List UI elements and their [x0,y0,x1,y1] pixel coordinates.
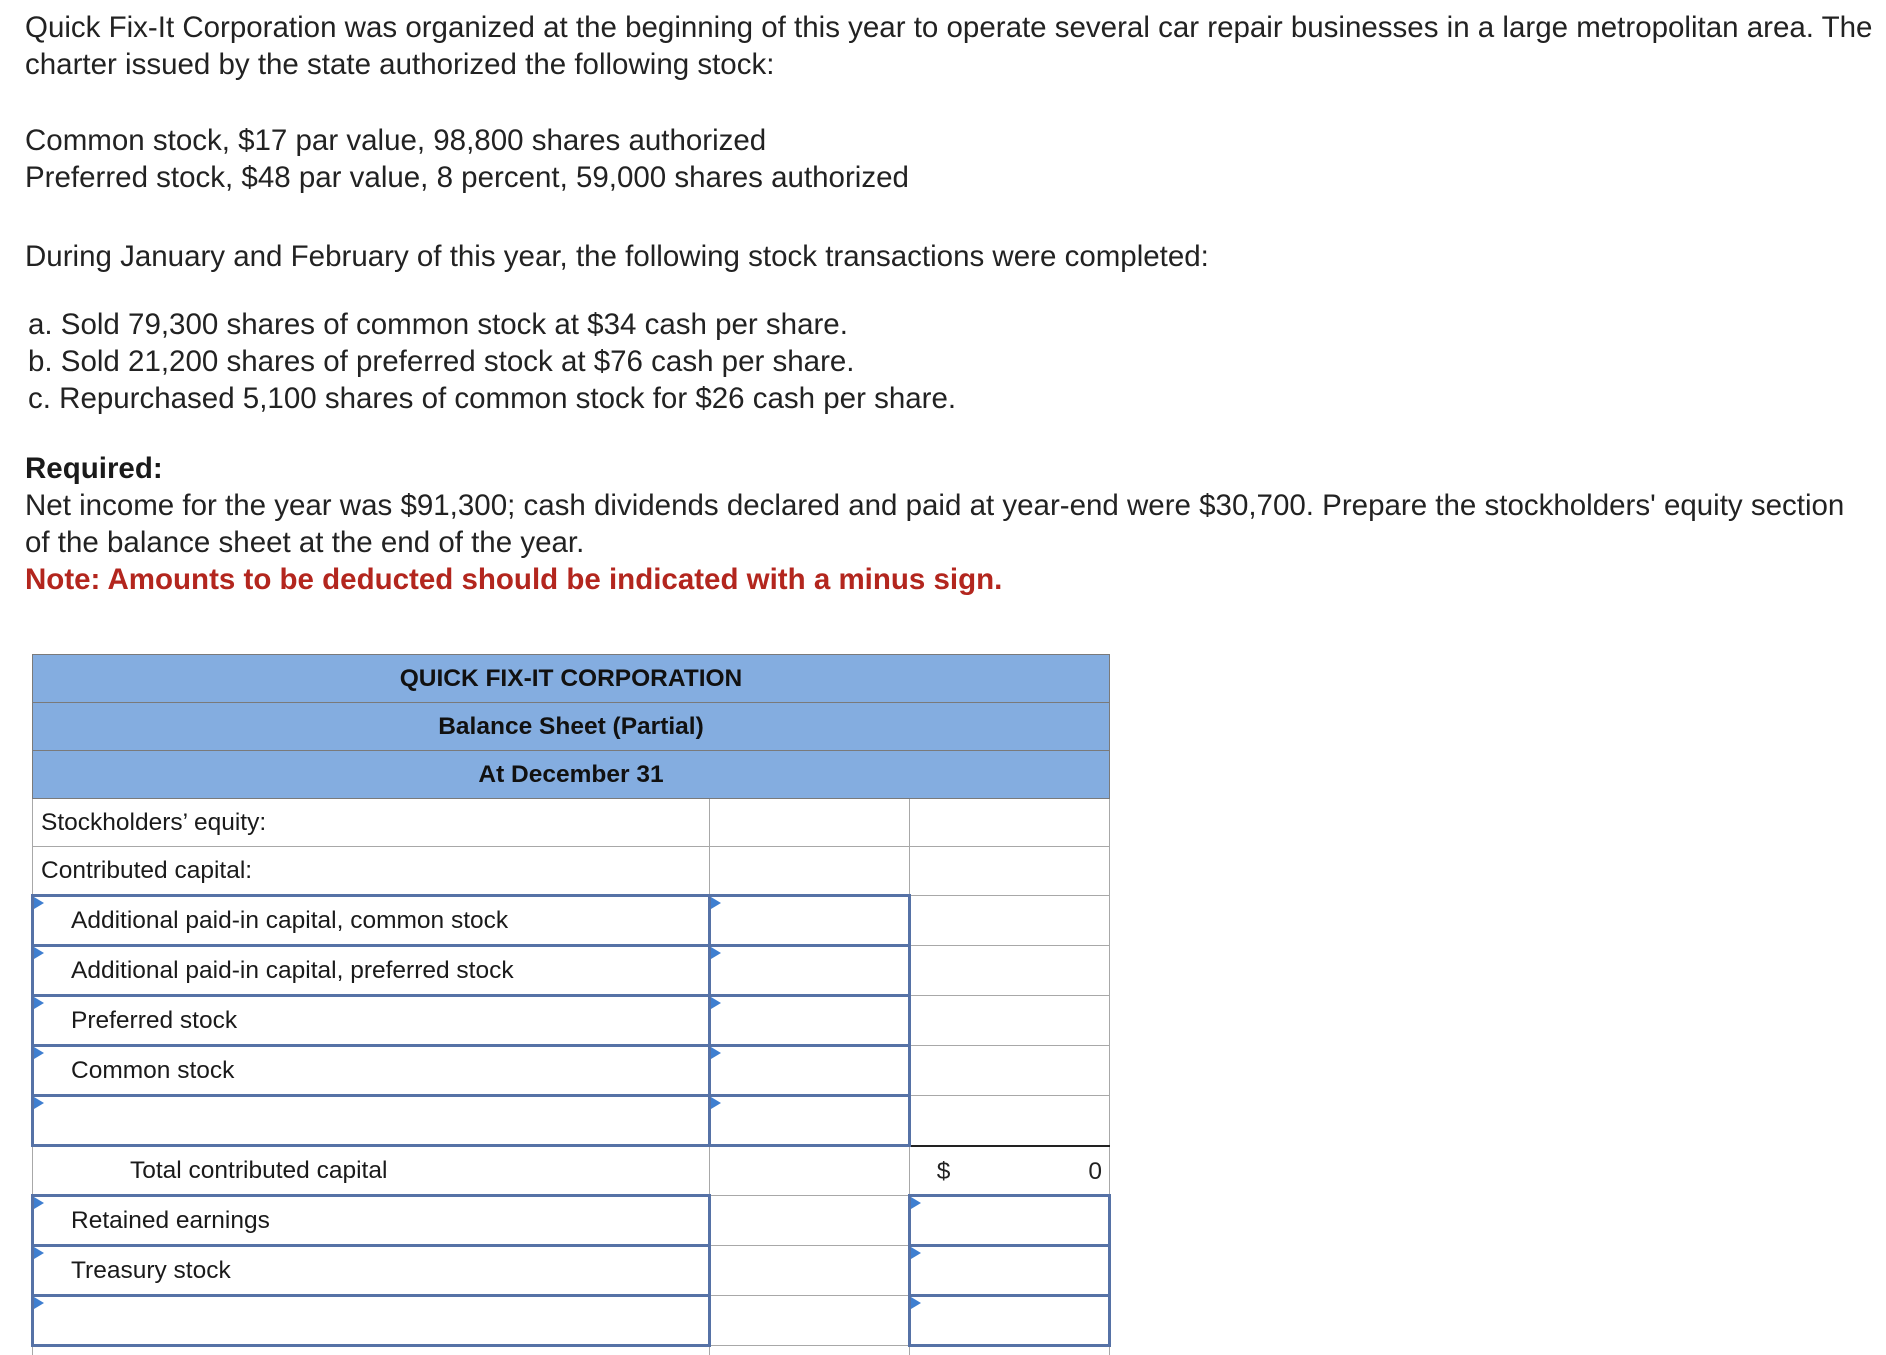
empty-cell [709,799,909,847]
dropdown-indicator-icon [34,1247,44,1259]
amount-input-7[interactable] [909,1246,1109,1296]
table-row [33,1146,1110,1196]
account-dropdown-8[interactable] [33,1296,710,1346]
dropdown-indicator-icon [34,1297,44,1309]
empty-cell [33,1346,710,1355]
table-row [33,1346,1110,1355]
transaction-item: c. Repurchased 5,100 shares of common stock for $26 cash per share. [28,380,956,417]
total-contributed-value [909,1146,1109,1196]
account-dropdown-6[interactable] [33,1196,710,1246]
account-label: Common stock [71,1057,234,1084]
total-contributed-label: Total contributed capital [33,1146,710,1196]
dropdown-indicator-icon [34,997,44,1009]
required-title: Required: [25,450,1875,487]
table-row [33,896,1110,946]
transaction-list [28,306,956,417]
stockholders-equity-label: Stockholders’ equity: [33,799,710,847]
dropdown-indicator-icon [34,947,44,959]
empty-cell [909,799,1109,847]
input-indicator-icon [911,1297,921,1309]
input-indicator-icon [711,1047,721,1059]
table-row [33,1096,1110,1146]
transaction-item: a. Sold 79,300 shares of common stock at $34 cash per share. [28,306,956,343]
empty-cell [909,1346,1109,1355]
sheet-title: Balance Sheet (Partial) [33,703,1110,751]
contributed-capital-label: Contributed capital: [33,847,710,896]
dropdown-indicator-icon [34,897,44,909]
input-indicator-icon [711,1097,721,1109]
account-dropdown-1[interactable] [33,896,710,946]
amount-input-8[interactable] [909,1296,1109,1346]
stock-line: Preferred stock, $48 par value, 8 percent, 59,000 shares authorized [25,159,909,196]
table-row [33,1296,1110,1346]
empty-cell [709,1146,909,1196]
required-section [25,450,1875,598]
account-dropdown-5[interactable] [33,1096,710,1146]
stock-line: Common stock, $17 par value, 98,800 shares authorized [25,122,909,159]
total-amount: 0 [1088,1158,1102,1186]
input-indicator-icon [711,947,721,959]
input-indicator-icon [911,1247,921,1259]
transactions-intro: During January and February of this year, the following stock transactions were completed: [25,238,1209,275]
account-label: Preferred stock [71,1007,237,1034]
dropdown-indicator-icon [34,1047,44,1059]
account-dropdown-3[interactable] [33,996,710,1046]
input-indicator-icon [911,1197,921,1209]
dropdown-indicator-icon [34,1197,44,1209]
amount-input-6[interactable] [909,1196,1109,1246]
amount-input-3[interactable] [709,996,909,1046]
table-row [33,1046,1110,1096]
account-dropdown-2[interactable] [33,946,710,996]
empty-cell [709,1196,909,1246]
transaction-item: b. Sold 21,200 shares of preferred stock at $76 cash per share. [28,343,956,380]
account-label: Treasury stock [71,1257,231,1284]
authorized-stock-list [25,122,909,196]
input-indicator-icon [711,997,721,1009]
required-text: Net income for the year was $91,300; cash dividends declared and paid at year-end were $30,700. Prepare the stockholders' equity section of the balance sheet at the end of the year. [25,487,1875,561]
currency-symbol: $ [937,1158,951,1186]
amount-input-1[interactable] [709,896,909,946]
empty-cell [909,1046,1109,1096]
sheet-date: At December 31 [33,751,1110,799]
dropdown-indicator-icon [34,1097,44,1109]
empty-cell [709,847,909,896]
amount-input-4[interactable] [709,1046,909,1096]
account-label: Additional paid-in capital, preferred stock [71,957,514,984]
amount-input-5[interactable] [709,1096,909,1146]
account-label: Additional paid-in capital, common stock [71,907,508,934]
account-label: Retained earnings [71,1207,270,1234]
table-row [33,1246,1110,1296]
empty-cell [709,1296,909,1346]
empty-cell [909,896,1109,946]
table-row [33,799,1110,847]
table-row [33,996,1110,1046]
company-name: QUICK FIX-IT CORPORATION [33,655,1110,703]
empty-cell [709,1346,909,1355]
input-indicator-icon [711,897,721,909]
empty-cell [909,996,1109,1046]
empty-cell [909,1096,1109,1146]
table-row [33,847,1110,896]
empty-cell [909,847,1109,896]
intro-paragraph: Quick Fix-It Corporation was organized at the beginning of this year to operate several car repair businesses in a large metropolitan area. The charter issued by the state authorized the following stock: [25,9,1875,83]
deduction-note: Note: Amounts to be deducted should be indicated with a minus sign. [25,561,1875,598]
table-row [33,1196,1110,1246]
empty-cell [709,1246,909,1296]
amount-input-2[interactable] [709,946,909,996]
empty-cell [909,946,1109,996]
account-dropdown-7[interactable] [33,1246,710,1296]
balance-sheet-table [31,654,1111,1355]
table-row [33,946,1110,996]
account-dropdown-4[interactable] [33,1046,710,1096]
